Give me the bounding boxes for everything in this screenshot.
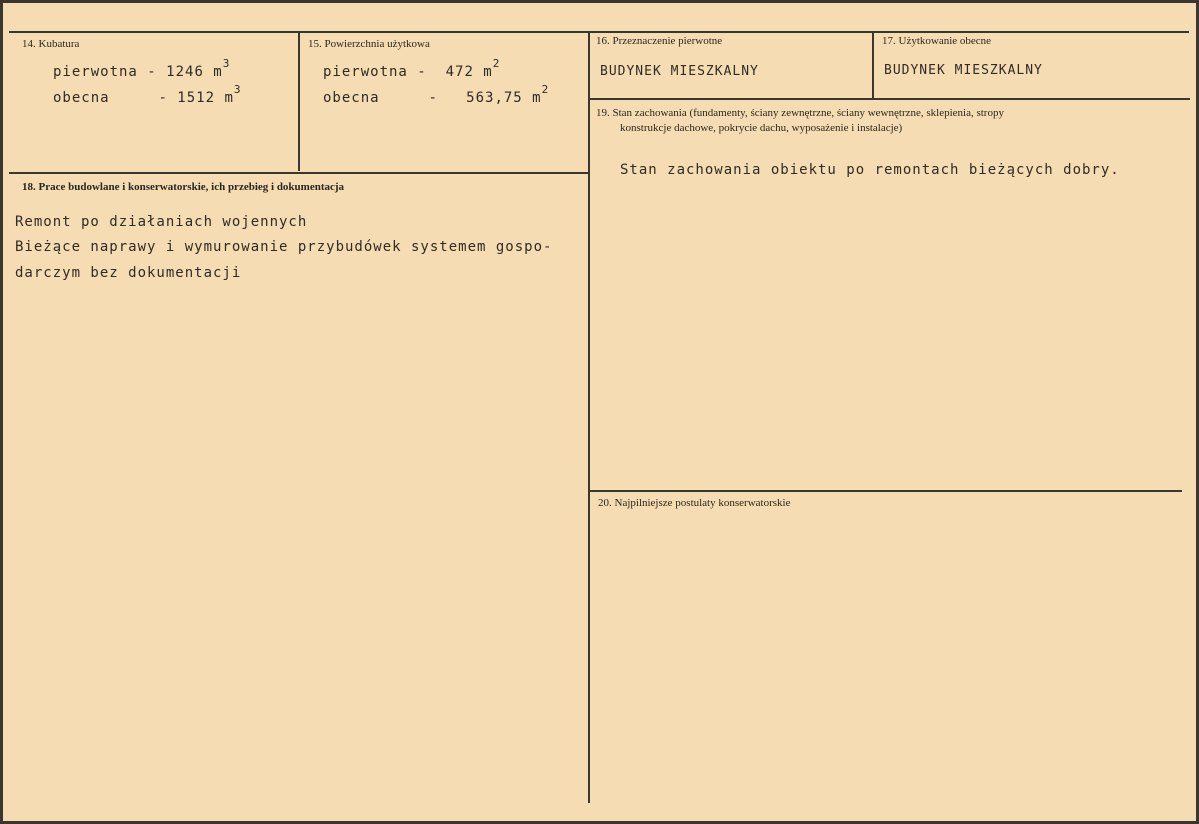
section-15-line-2 <box>323 83 550 106</box>
condition-value: Stan zachowania obiektu po remontach bieżących dobry. <box>620 162 1120 178</box>
section-14-line-2 <box>53 83 242 106</box>
section-19-label-line-2: konstrukcje dachowe, pokrycie dachu, wyposażenie i instalacje) <box>620 122 903 134</box>
area-original-name: pierwotna <box>323 64 408 80</box>
divider-below-16-17 <box>590 98 1190 100</box>
cubature-current-name: obecna <box>53 90 110 106</box>
divider-below-19 <box>590 490 1182 492</box>
cubature-original-value: - 1246 m <box>147 64 223 80</box>
section-14-label: 14. Kubatura <box>22 38 80 50</box>
cubature-current-exponent: 3 <box>233 83 242 96</box>
area-current-exponent: 2 <box>541 83 550 96</box>
cubature-original-exponent: 3 <box>222 57 231 70</box>
section-15-label: 15. Powierzchnia użytkowa <box>308 38 430 50</box>
original-purpose-value: BUDYNEK MIESZKALNY <box>600 64 759 79</box>
section-19-label-line-1: 19. Stan zachowania (fundamenty, ściany zewnętrzne, ściany wewnętrzne, sklepienia, stropy <box>596 107 1004 119</box>
divider-14-15 <box>298 31 300 171</box>
area-current-name: obecna <box>323 90 380 106</box>
top-border-line <box>9 31 1189 33</box>
section-15-line-1 <box>323 57 501 80</box>
section-14-line-1 <box>53 57 231 80</box>
area-original-exponent: 2 <box>492 57 501 70</box>
section-18-label: 18. Prace budowlane i konserwatorskie, ich przebieg i dokumentacja <box>22 181 345 193</box>
cubature-original-name: pierwotna <box>53 64 138 80</box>
divider-below-14-15 <box>9 172 589 174</box>
works-line-1: Remont po działaniach wojennych <box>15 214 308 230</box>
divider-left-right <box>588 31 590 803</box>
cubature-current-value: - 1512 m <box>158 90 234 106</box>
works-line-3: darczym bez dokumentacji <box>15 265 242 281</box>
works-line-2: Bieżące naprawy i wymurowanie przybudówek systemem gospo- <box>15 239 553 255</box>
section-20-label: 20. Najpilniejsze postulaty konserwatorskie <box>598 497 791 509</box>
section-17-label: 17. Użytkowanie obecne <box>882 35 992 47</box>
section-16-label: 16. Przeznaczenie pierwotne <box>596 35 723 47</box>
area-original-value: - 472 m <box>417 64 493 80</box>
current-use-value: BUDYNEK MIESZKALNY <box>884 63 1043 78</box>
divider-16-17 <box>872 31 874 99</box>
area-current-value: - 563,75 m <box>428 90 542 106</box>
